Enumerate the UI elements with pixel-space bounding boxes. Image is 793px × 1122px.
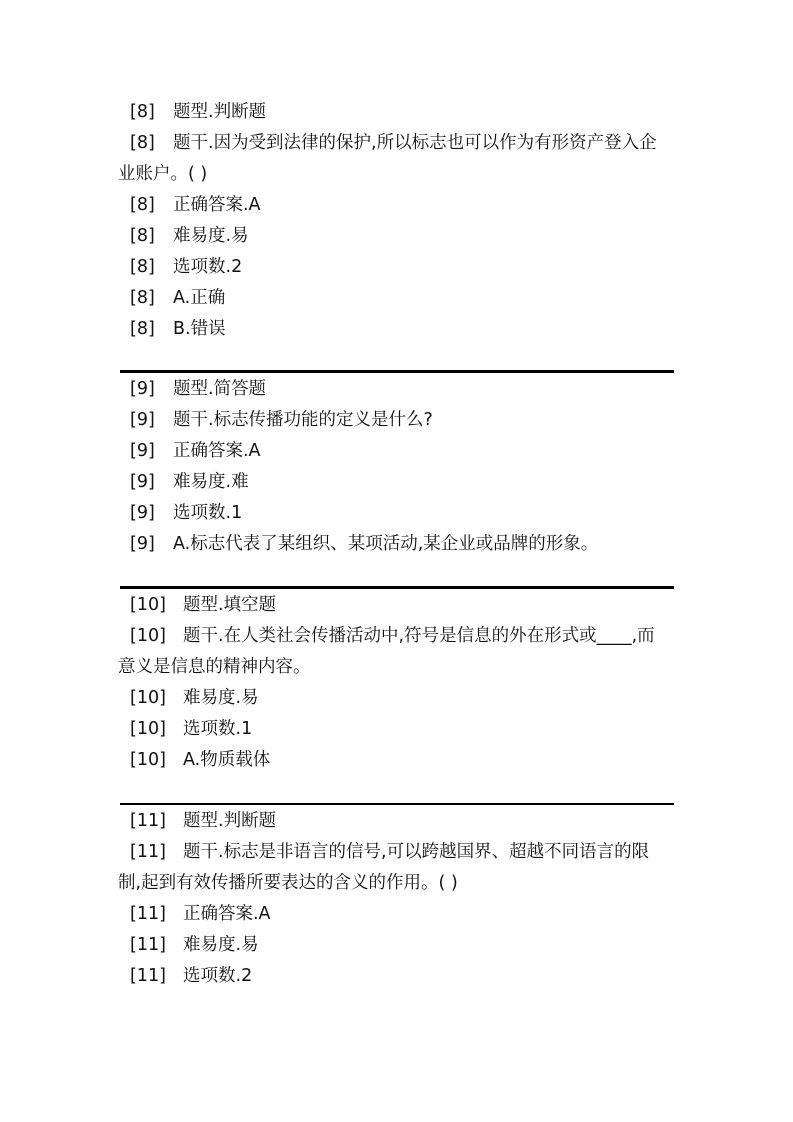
q8-difficulty-line (118, 221, 674, 252)
q11-answer-line (118, 899, 674, 930)
q8-answer: 正确答案.A (173, 195, 261, 215)
q8-number: [8] (130, 133, 155, 153)
q8-stem-continuation: 业账户。( ) (118, 164, 208, 184)
q9-number: [9] (130, 472, 155, 492)
q10-option-count-line (118, 714, 674, 745)
q11-type: 题型.判断题 (183, 811, 277, 831)
q8-option-b: B.错误 (173, 319, 226, 339)
q10-type: 题型.填空题 (183, 595, 277, 615)
q9-number: [9] (130, 534, 155, 554)
q8-difficulty: 难易度.易 (173, 226, 249, 246)
q11-difficulty-line (118, 930, 674, 961)
q10-number: [10] (130, 595, 166, 615)
q10-difficulty: 难易度.易 (183, 688, 259, 708)
question-8 (118, 97, 674, 345)
q8-number: [8] (130, 226, 155, 246)
q10-stem-continuation: 意义是信息的精神内容。 (118, 657, 311, 677)
separator-rule (120, 803, 674, 805)
q11-number: [11] (130, 935, 166, 955)
q9-type-line (118, 374, 674, 405)
q10-option-a-line (118, 745, 674, 776)
q8-number: [8] (130, 195, 155, 215)
q8-type-line (118, 97, 674, 128)
separator-rule (120, 586, 674, 589)
q9-option-count-line (118, 498, 674, 529)
q9-answer-line (118, 436, 674, 467)
q10-difficulty-line (118, 683, 674, 714)
q11-answer: 正确答案.A (183, 904, 271, 924)
q11-number: [11] (130, 811, 166, 831)
q8-answer-line (118, 190, 674, 221)
q10-stem: 题干.在人类社会传播活动中,符号是信息的外在形式或____,而 (183, 626, 655, 646)
separator-rule (120, 370, 674, 373)
q11-number: [11] (130, 842, 166, 862)
q10-stem-line (118, 621, 674, 652)
q11-option-count: 选项数.2 (183, 966, 253, 986)
q8-stem: 题干.因为受到法律的保护,所以标志也可以作为有形资产登入企 (173, 133, 657, 153)
q8-stem-line (118, 128, 674, 159)
q9-stem-line (118, 405, 674, 436)
q9-difficulty-line (118, 467, 674, 498)
q8-type: 题型.判断题 (173, 102, 267, 122)
q9-number: [9] (130, 503, 155, 523)
q9-difficulty: 难易度.难 (173, 472, 249, 492)
q11-difficulty: 难易度.易 (183, 935, 259, 955)
q8-option-count: 选项数.2 (173, 257, 243, 277)
q8-number: [8] (130, 319, 155, 339)
q11-number: [11] (130, 966, 166, 986)
q10-number: [10] (130, 750, 166, 770)
q11-option-count-line (118, 961, 674, 992)
q9-stem: 题干.标志传播功能的定义是什么? (173, 410, 433, 430)
q8-number: [8] (130, 102, 155, 122)
q8-option-count-line (118, 252, 674, 283)
q10-number: [10] (130, 626, 166, 646)
q9-option-count: 选项数.1 (173, 503, 243, 523)
q11-stem-line (118, 837, 674, 868)
q9-number: [9] (130, 441, 155, 461)
q10-number: [10] (130, 719, 166, 739)
q10-type-line (118, 590, 674, 621)
q9-answer: 正确答案.A (173, 441, 261, 461)
q11-stem: 题干.标志是非语言的信号,可以跨越国界、超越不同语言的限 (183, 842, 650, 862)
q8-option-a: A.正确 (173, 288, 226, 308)
question-9 (118, 374, 674, 560)
q9-number: [9] (130, 410, 155, 430)
q11-type-line (118, 806, 674, 837)
q8-option-b-line (118, 314, 674, 345)
q9-type: 题型.简答题 (173, 379, 267, 399)
q10-option-count: 选项数.1 (183, 719, 253, 739)
q8-number: [8] (130, 288, 155, 308)
q10-option-a: A.物质载体 (183, 750, 271, 770)
q9-option-a-line (118, 529, 674, 560)
q11-number: [11] (130, 904, 166, 924)
q9-number: [9] (130, 379, 155, 399)
q8-option-a-line (118, 283, 674, 314)
q9-option-a: A.标志代表了某组织、某项活动,某企业或品牌的形象。 (173, 534, 599, 554)
question-10 (118, 590, 674, 776)
question-11 (118, 806, 674, 992)
q8-number: [8] (130, 257, 155, 277)
q10-number: [10] (130, 688, 166, 708)
q11-stem-continuation: 制,起到有效传播所要表达的含义的作用。( ) (118, 873, 458, 893)
